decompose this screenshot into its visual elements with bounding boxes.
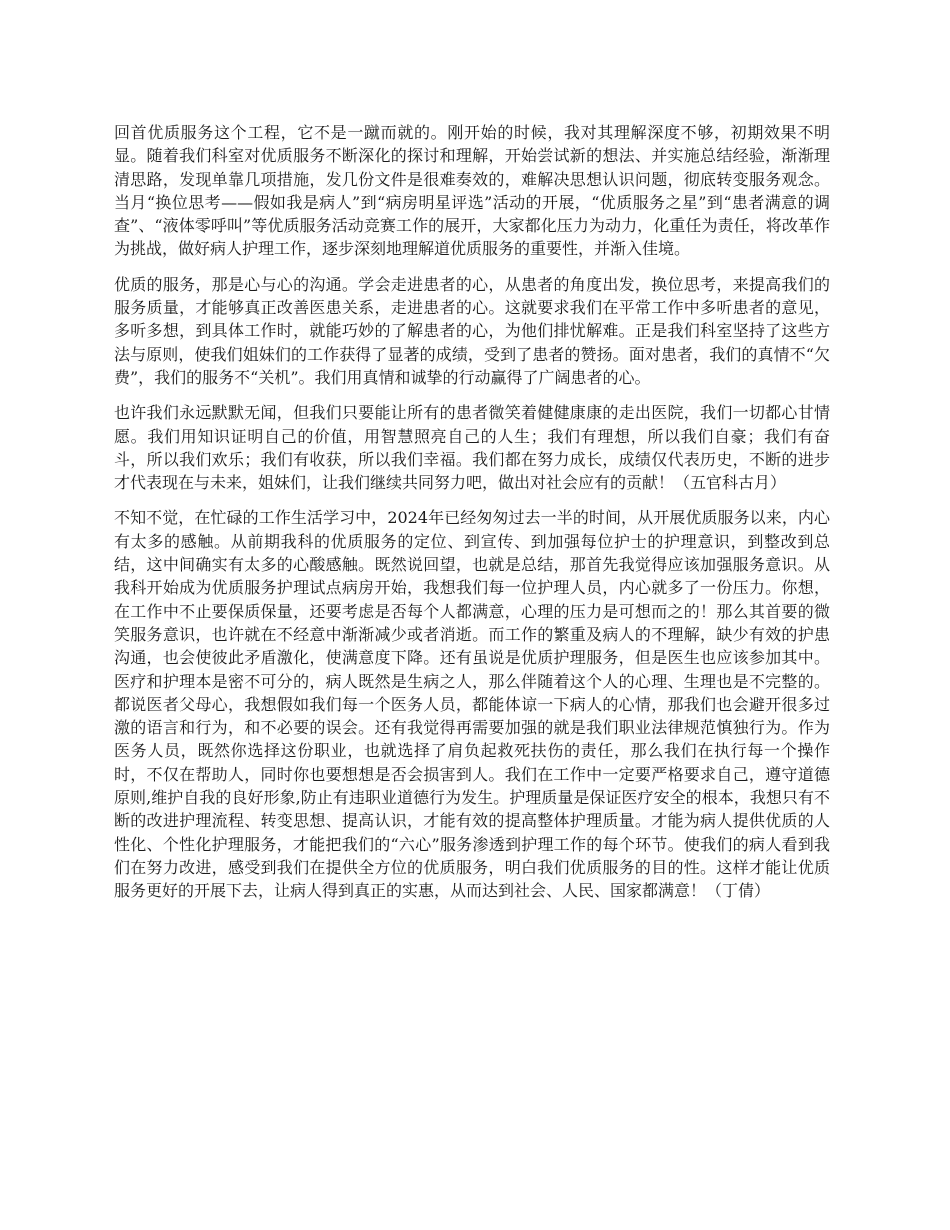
paragraph-4: 不知不觉，在忙碌的工作生活学习中，2024年已经匆匆过去一半的时间，从开展优质服务以来，内心有太多的感触。从前期我科的优质服务的定位、到宣传、到加强每位护士的护理意识，到整改到总结，这中间确实有太多的心酸感触。既然说回望，也就是总结，那首先我觉得应该加强服务意识。从我科开始成为优质服务护理试点病房开始，我想我们每一位护理人员，内心就多了一份压力。你想，在工作中不止要保质保量，还要考虑是否每个人都满意，心理的压力是可想而之的！那么其首要的微笑服务意识，也许就在不经意中渐渐减少或者消逝。而工作的繁重及病人的不理解，缺少有效的护患沟通，也会使彼此矛盾激化，使满意度下降。还有虽说是优质护理服务，但是医生也应该参加其中。医疗和护理本是密不可分的，病人既然是生病之人，那么伴随着这个人的心理、生理也是不完整的。都说医者父母心，我想假如我们每一个医务人员，都能体谅一下病人的心情，那我们也会避开很多过激的语言和行为，和不必要的误会。还有我觉得再需要加强的就是我们职业法律规范慎独行为。作为医务人员，既然你选择这份职业，也就选择了肩负起救死扶伤的责任，那么我们在执行每一个操作时，不仅在帮助人，同时你也要想想是否会损害到人。我们在工作中一定要严格要求自己，遵守道德原则,维护自我的良好形象,防止有违职业道德行为发生。护理质量是保证医疗安全的根本，我想只有不断的改进护理流程、转变思想、提高认识，才能有效的提高整体护理质量。才能为病人提供优质的人性化、个性化护理服务，才能把我们的“六心”服务渗透到护理工作的每个环节。使我们的病人看到我们在努力改进，感受到我们在提供全方位的优质服务，明白我们优质服务的目的性。这样才能让优质服务更好的开展下去，让病人得到真正的实惠，从而达到社会、人民、国家都满意！（丁倩） (114, 508, 830, 901)
paragraph-3: 也许我们永远默默无闻，但我们只要能让所有的患者微笑着健健康康的走出医院，我们一切都心甘情愿。我们用知识证明自己的价值，用智慧照亮自己的人生；我们有理想，所以我们自豪；我们有奋斗，所以我们欢乐；我们有收获，所以我们幸福。我们都在努力成长，成绩仅代表历史，不断的进步才代表现在与未来，姐妹们，让我们继续共同努力吧，做出对社会应有的贡献！（五官科古月） (114, 403, 830, 493)
paragraph-2: 优质的服务，那是心与心的沟通。学会走进患者的心，从患者的角度出发，换位思考，来提高我们的服务质量，才能够真正改善医患关系，走进患者的心。这就要求我们在平常工作中多听患者的意见，多听多想，到具体工作时，就能巧妙的了解患者的心，为他们排忧解难。正是我们科室坚持了这些方法与原则，使我们姐妹们的工作获得了显著的成绩，受到了患者的赞扬。面对患者，我们的真情不“欠费”，我们的服务不“关机”。我们用真情和诚挚的行动赢得了广阔患者的心。 (114, 274, 830, 387)
paragraph-1: 回首优质服务这个工程，它不是一蹴而就的。刚开始的时候，我对其理解深度不够，初期效果不明显。随着我们科室对优质服务不断深化的探讨和理解，开始尝试新的想法、并实施总结经验，渐渐理清思路，发现单靠几项措施，发几份文件是很难奏效的，难解决思想认识问题，彻底转变服务观念。当月“换位思考——假如我是病人”到“病房明星评选”活动的开展，“优质服务之星”到“患者满意的调查”、“液体零呼叫”等优质服务活动竞赛工作的展开，大家都化压力为动力，化重任为责任，将改革作为挑战，做好病人护理工作，逐步深刻地理解道优质服务的重要性，并渐入佳境。 (114, 123, 830, 259)
document-body (114, 121, 830, 915)
